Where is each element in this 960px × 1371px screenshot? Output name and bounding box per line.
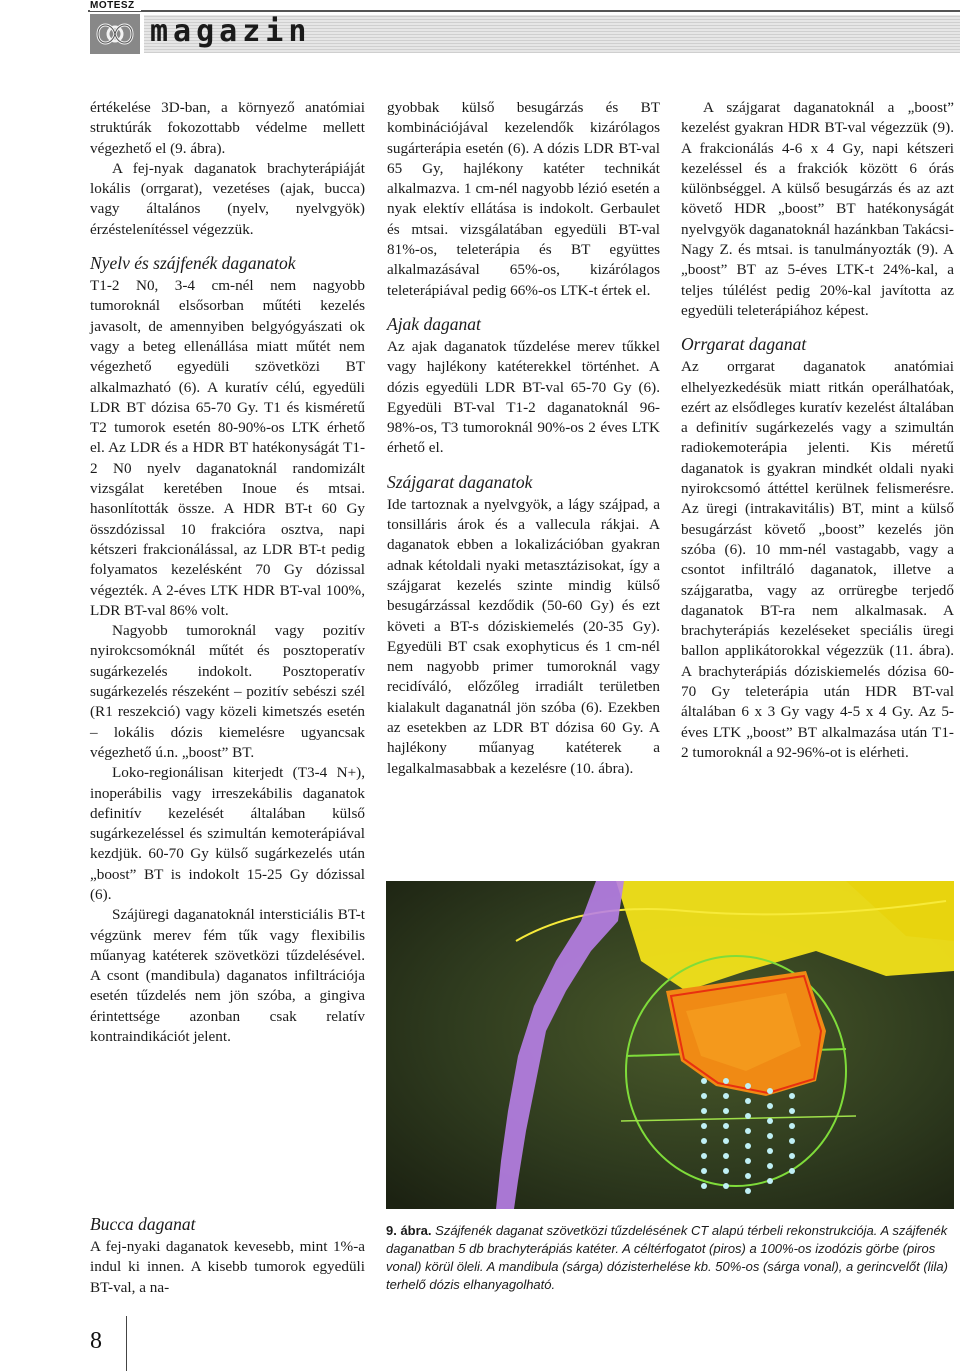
magazine-title: magazin: [150, 14, 312, 49]
page-number: 8: [90, 1328, 102, 1354]
header-rule: [88, 10, 960, 12]
ct-reconstruction-figure: [386, 881, 954, 1209]
column-2: [387, 98, 660, 779]
figure-caption: [386, 1222, 956, 1294]
paragraph: Az orrgarat daganatok anatómiai elhelyezkedésük miatt ritkán operálhatóak, ezért az elsődleges kuratív kezelést általában a definitív sugárkezelés vagy a szimultán radiokemoterápia jelenti. Kis méretű daganatok is gyakran mindkét oldali nyaki nyirokcsomó áttéttel kerülnek felismerésre. Az üregi (intrakavitális) BT, mint a külső besugárzást követő „boost” kezelés jön szóba (6). 10 mm-nél vastagabb, vagy a csontot infiltráló daganatok, illetve a szájgaratba, vagy az orrüregbe terjedő daganatok BT-ra nem alkalmasak. A brachyterápiás kezeléseket speciális üregi ballon applikátorokkal végezzük (11. ábra). A brachyterápiás dóziskiemelés dózisa 60-70 Gy teleterápia után HDR BT-val általában 6 x 3 Gy vagy 4-5 x 4 Gy. Az 5-éves LTK „boost” BT alkalmazása után T1-2 tumoroknál a 92-96%-ot is elérheti.: [681, 358, 954, 761]
paragraph: T1-2 N0, 3-4 cm-nél nem nagyobb tumoroknál elsősorban műtéti kezelés javasolt, de amennyiben belgyógyászati ok vagy a beteg ellenállása miatt műtét nem végezhető egyedüli szövetközi BT alkalmazható (6). A kuratív célú, egyedüli LDR BT dózisa 65-70 Gy. T1 és kisméretű T2 tumorok esetén 80-90%-os LTK érhető el. Az LDR és a HDR BT hatékonyságát T1-2 N0 nyelv daganatoknál randomizált vizsgálat keretében Inoue és mtsai. hasonlították össze. A HDR BT-t 60 Gy összdózissal 10 frakcióra osztva, napi kétszeri frakcionálással, az LDR BT-t pedig folyamatos kezelésként 70 Gy dózissal végezték. A 2-éves LTK HDR BT-val 100%, LDR BT-val 86% volt.: [90, 277, 365, 619]
paragraph: Ide tartoznak a nyelvgyök, a lágy szájpad, a tonsilláris árok és a vallecula rákjai. A daganatok ebben a lokalizációban gyakran adnak kétoldali nyaki metasztázisokat, így a szájgarat kezelés szinte mindig külső besugárzással kezdődik (50-60 Gy) és ezt követi a BT-s dóziskiemelés (20-35 Gy). Egyedüli BT csak exophyticus és 1 cm-nél nem nagyobb primer tumoroknál vagy recidíváló, előzőleg irradiált területben kialakult daganatnál jön szóba (6). Ezekben az esetekben az LDR BT dózisa 60 Gy. A hajlékony műanyag katéterek a legalkalmasabbak a kezelésre (10. ábra).: [387, 495, 660, 777]
section-heading-nyelv: Nyelv és szájfenék daganatok: [90, 253, 296, 274]
section-heading-orrgarat: Orrgarat daganat: [681, 334, 807, 355]
magazine-header: [0, 0, 960, 60]
brand-label: MOTESZ: [90, 0, 141, 11]
paragraph: Loko-regionálisan kiterjedt (T3-4 N+), inoperábilis vagy irreszekábilis daganatok definitív kezelését általában külső sugárkezeléssel és szimultán kemoterápiával kezdjük. 60-70 Gy külső sugárkezelés után „boost” BT is indokolt 15-25 Gy dózissal (6).: [90, 764, 365, 903]
paragraph: A szájgarat daganatoknál a „boost” kezelést gyakran HDR BT-val végezzük (9). A frakcionálás 4-6 x 4 Gy, napi kétszeri kezeléssel és a frakciók között 6 órás különbséggel. A külső besugárzás és az azt követő HDR „boost” BT hatékonyságát nyelvgyök daganatoknál hazánkban Takácsi-Nagy Z. és mtsai. is tanulmányozták (9). A „boost” BT az 5-éves LTK-t 24%-kal, a teljes túlélést pedig 20%-kal javította az egyedüli teleterápiához képest.: [681, 99, 954, 319]
section-heading-bucca: Bucca daganat: [90, 1214, 196, 1234]
ct-reconstruction-image: [386, 881, 954, 1209]
paragraph: A fej-nyak daganatok brachyterápiáját lokális (orrgarat), vezetéses (ajak, bucca) vagy általános (nyelv, nyelvgyök) érzéstelenítéssel végezzük.: [90, 159, 365, 238]
paragraph: A fej-nyaki daganatok kevesebb, mint 1%-a indul ki innen. A kisebb tumorok egyedüli BT-val, a na-: [90, 1238, 365, 1296]
column-3: [681, 98, 954, 763]
caption-label: 9. ábra.: [386, 1223, 432, 1238]
paragraph: Szájüregi daganatoknál intersticiális BT-t végzünk merev fém tűk vagy flexibilis műanyag katéterek szövetközi tűzdelésével. A csont (mandibula) daganatos infiltrációja esetén tűzdelés nem jön szóba, a gingiva érintettsége azonban csak relatív kontraindikációt jelent.: [90, 906, 365, 1046]
page-number-rule: [126, 1316, 127, 1371]
paragraph: Az ajak daganatok tűzdelése merev tűkkel vagy hajlékony katéterekkel történhet. A dózis egyedüli LDR BT-val 65-70 Gy (6). Egyedüli BT-val T1-2 daganatoknál 96-98%-os, T3 tumoroknál 90%-os 2 éves LTK érhető el.: [387, 337, 660, 457]
section-heading-szajgarat: Szájgarat daganatok: [387, 471, 533, 492]
knot-logo-icon: [90, 14, 140, 54]
column-1: [90, 98, 365, 1047]
paragraph: értékelése 3D-ban, a környező anatómiai struktúrák fokozottabb védelme mellett végezhető el (9. ábra).: [90, 99, 365, 157]
paragraph: gyobbak külső besugárzás és BT kombinációjával kezelendők kizárólagos sugárterápia esetén (6). A dózis LDR BT-val 65 Gy, hajlékony katéter technikát alkalmazva. 1 cm-nél nagyobb lézió esetén a nyak elektív ellátása is indokolt. Gerbaulet és mtsai. vizsgálatában egyedüli BT-val 81%-os, teleterápia és BT együttes alkalmazásával 65%-os, kizárólagos teleterápiával pedig 66%-os LTK-t értek el.: [387, 99, 660, 299]
section-heading-ajak: Ajak daganat: [387, 313, 481, 334]
caption-text: Szájfenék daganat szövetközi tűzdelésének CT alapú térbeli rekonstrukciója. A szájfenék daganatban 5 db brachyterápiás katéter. A céltérfogatot (piros) a 100%-os izodózis görbe (piros vonal) körül öleli. A mandibula (sárga) dózisterhelése kb. 50%-os (sárga vonal), a gerincvelőt (lila) terhelő dózis elhanyagolható.: [386, 1223, 948, 1292]
bucca-section: [90, 1213, 365, 1298]
paragraph: Nagyobb tumoroknál vagy pozitív nyirokcsomóknál műtét és posztoperatív sugárkezelés indokolt. Posztoperatív sugárkezelés részeként – pozitív sebészi szél (R1 reszekció) vagy közeli kimetszés esetén – lokális dózis kiemelésre ugyancsak végezhető ú.n. „boost” BT.: [90, 622, 365, 761]
